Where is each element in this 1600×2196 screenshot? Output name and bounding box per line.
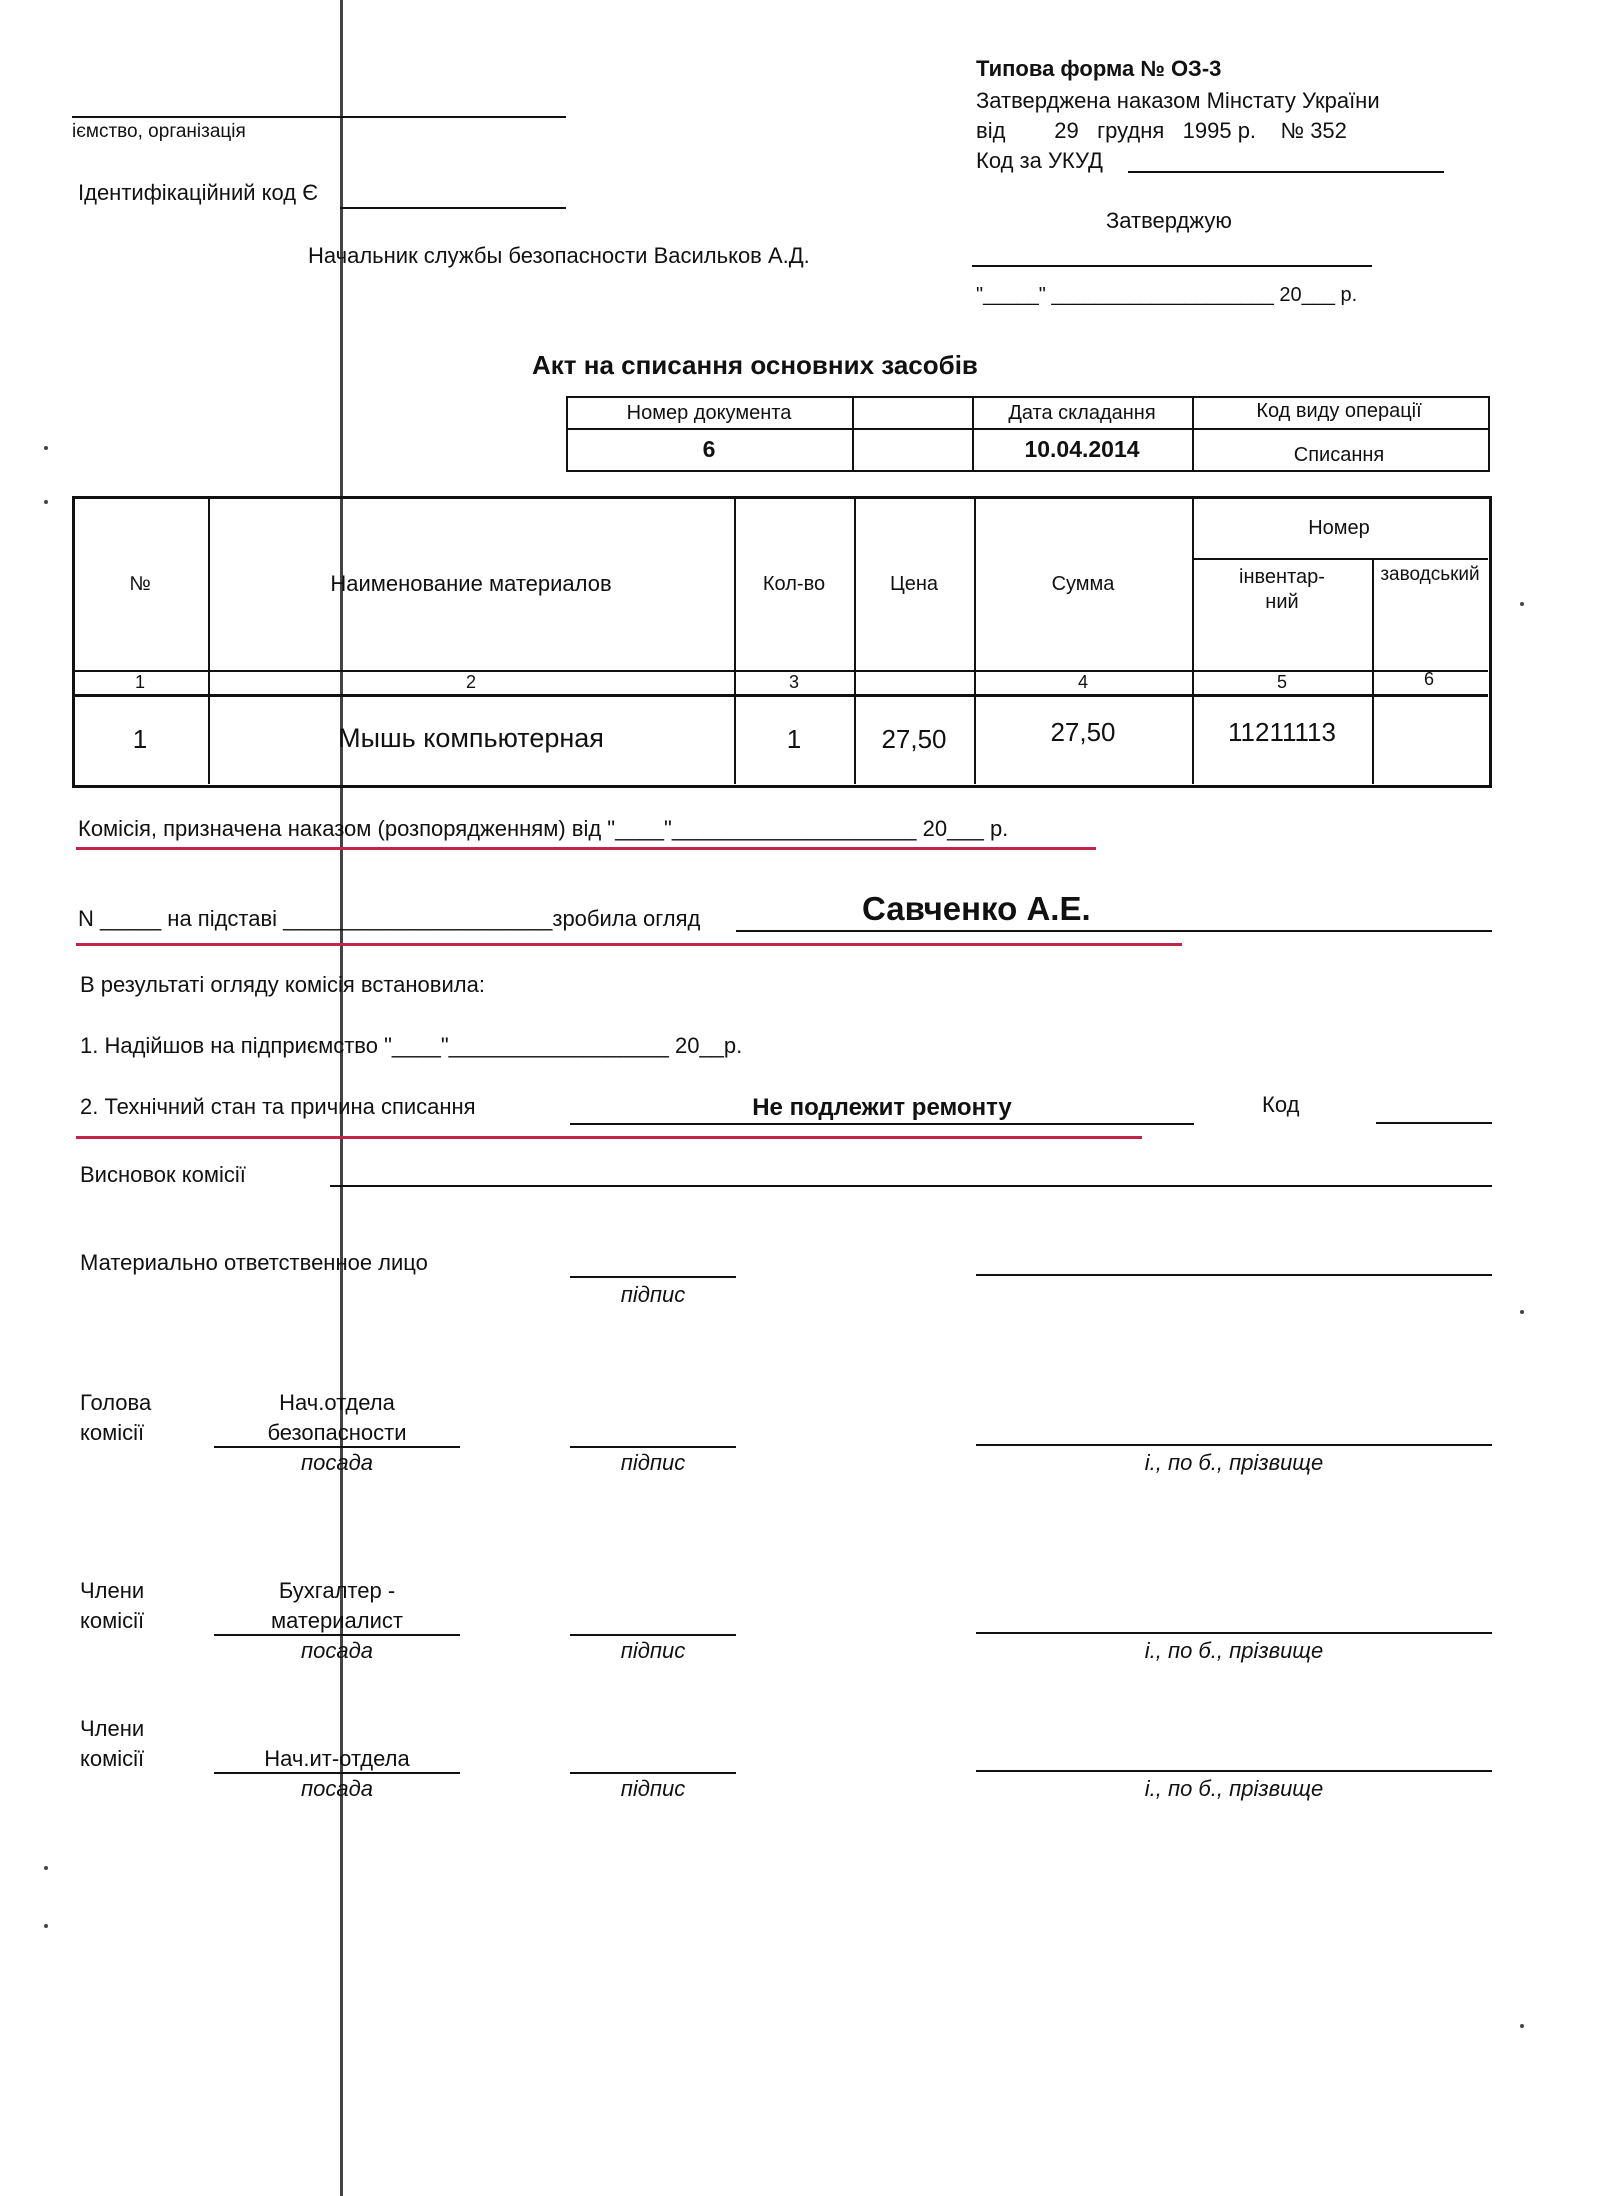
- inspector-name: Савченко А.Е.: [862, 890, 1091, 927]
- member2-label-1: Члени: [80, 1716, 145, 1741]
- scan-speck: [1520, 2024, 1524, 2028]
- col-num-3: 3: [788, 672, 799, 693]
- summary-operation-code: Списання: [1293, 443, 1385, 466]
- responsible-person-label: Материально ответственное лицо: [80, 1250, 428, 1275]
- approve-label: Затверджую: [1106, 208, 1232, 233]
- header-material-name: Наименование материалов: [330, 571, 612, 597]
- form-title: Типова форма № ОЗ-3: [976, 56, 1222, 81]
- member1-name-field[interactable]: [976, 1632, 1492, 1634]
- approve-date-line: "_____" ____________________ 20___ р.: [976, 284, 1358, 306]
- member2-signature-field[interactable]: [570, 1772, 736, 1774]
- technical-state-label: 2. Технічний стан та причина списання: [80, 1094, 476, 1119]
- summary-date: 10.04.2014: [1024, 435, 1140, 462]
- member2-name-field[interactable]: [976, 1770, 1492, 1772]
- member2-sign-caption: підпис: [620, 1776, 686, 1801]
- head-name-caption: і., по б., прізвище: [1144, 1450, 1324, 1475]
- responsible-signature-field[interactable]: [570, 1276, 736, 1278]
- summary-header-date: Дата складання: [1008, 401, 1156, 424]
- member2-label-2: комісії: [80, 1746, 145, 1771]
- red-underline-2: [76, 943, 1182, 946]
- summary-empty-value: [852, 430, 972, 468]
- row-number: 1: [132, 723, 148, 754]
- member1-position-caption: посада: [301, 1638, 373, 1663]
- document-title: Акт на списання основних засобів: [532, 350, 978, 380]
- commission-basis-line: N _____ на підставі ______________________зробила огляд: [78, 906, 701, 931]
- col-num-empty: [854, 671, 974, 694]
- ukud-label: Код за УКУД: [976, 148, 1103, 173]
- head-position-1: Нач.отдела: [279, 1390, 395, 1415]
- member1-position-2: материалист: [271, 1608, 403, 1633]
- approver-signature-field[interactable]: [972, 265, 1372, 267]
- head-position-caption: посада: [301, 1450, 373, 1475]
- code-field[interactable]: [1376, 1122, 1492, 1124]
- reason-field-line: [570, 1123, 1194, 1125]
- row-factory: [1372, 697, 1486, 781]
- header-number-group: Номер: [1308, 516, 1370, 539]
- summary-doc-number: 6: [702, 435, 716, 462]
- form-approved-line2: від 29 грудня 1995 р. № 352: [976, 118, 1347, 143]
- receipt-line: 1. Надійшов на підприємство "____"__________________ 20__р.: [80, 1033, 743, 1058]
- row-quantity: 1: [786, 723, 802, 754]
- header-inventory: інвентар- ний: [1239, 566, 1325, 613]
- head-label-1: Голова: [80, 1390, 152, 1415]
- member1-label-2: комісії: [80, 1608, 145, 1633]
- row-price: 27,50: [881, 723, 947, 754]
- write-off-reason: Не подлежит ремонту: [752, 1094, 1012, 1121]
- header-factory: заводський: [1380, 564, 1480, 586]
- header-sum: Сумма: [1051, 572, 1115, 595]
- scan-speck: [44, 500, 48, 504]
- scan-speck: [44, 1866, 48, 1870]
- row-sum: 27,50: [1050, 716, 1116, 747]
- header-quantity: Кол-во: [762, 572, 826, 595]
- head-position-2: безопасности: [267, 1420, 407, 1445]
- member1-label-1: Члени: [80, 1578, 145, 1603]
- scan-speck: [44, 1924, 48, 1928]
- red-underline-3: [76, 1136, 1142, 1139]
- summary-header-doc-number: Номер документа: [626, 401, 792, 424]
- head-label-2: комісії: [80, 1420, 145, 1445]
- col-num-4: 4: [1077, 672, 1088, 693]
- form-approved-line1: Затверджена наказом Мінстату України: [976, 88, 1380, 113]
- member2-position: Нач.ит-отдела: [264, 1746, 410, 1771]
- header-price: Цена: [889, 572, 939, 595]
- scan-speck: [1520, 602, 1524, 606]
- organization-label: іємство, організація: [72, 121, 246, 142]
- chief-name: Начальник службы безопасности Васильков А.Д.: [308, 243, 810, 268]
- row-material-name: Мышь компьютерная: [338, 723, 604, 754]
- scan-speck: [44, 446, 48, 450]
- member2-position-caption: посада: [301, 1776, 373, 1801]
- header-number: №: [129, 572, 151, 595]
- member1-signature-field[interactable]: [570, 1634, 736, 1636]
- col-num-5: 5: [1276, 672, 1287, 693]
- summary-header-empty: [852, 398, 972, 428]
- col-num-2: 2: [465, 672, 476, 693]
- id-code-field[interactable]: [340, 207, 566, 209]
- member2-name-caption: і., по б., прізвище: [1144, 1776, 1324, 1801]
- member2-position-field[interactable]: [214, 1772, 460, 1774]
- head-sign-caption: підпис: [620, 1450, 686, 1475]
- conclusion-label: Висновок комісії: [80, 1162, 246, 1187]
- ukud-field[interactable]: [1128, 171, 1444, 173]
- responsible-name-field[interactable]: [976, 1274, 1492, 1276]
- col-num-1: 1: [134, 672, 145, 693]
- member1-position-1: Бухгалтер -: [278, 1578, 396, 1603]
- summary-header-operation-code: Код виду операції: [1256, 399, 1422, 422]
- head-position-field[interactable]: [214, 1446, 460, 1448]
- id-code-label: Ідентифікаційний код Є: [78, 180, 319, 205]
- head-signature-field[interactable]: [570, 1446, 736, 1448]
- red-underline-1: [76, 847, 1096, 850]
- member1-position-field[interactable]: [214, 1634, 460, 1636]
- conclusion-field[interactable]: [330, 1185, 1492, 1187]
- row-inventory: 11211113: [1228, 716, 1336, 747]
- responsible-sign-caption: підпис: [620, 1282, 686, 1307]
- head-name-field[interactable]: [976, 1444, 1492, 1446]
- inspector-field-line: [736, 930, 1492, 932]
- member1-name-caption: і., по б., прізвище: [1144, 1638, 1324, 1663]
- commission-order-line: Комісія, призначена наказом (розпорядженням) від "____"____________________ 20___ р.: [78, 816, 1009, 841]
- col-num-6: 6: [1423, 669, 1434, 690]
- scan-speck: [1520, 1310, 1524, 1314]
- inspection-result-label: В результаті огляду комісія встановила:: [80, 972, 485, 997]
- organization-field[interactable]: [72, 116, 566, 118]
- member1-sign-caption: підпис: [620, 1638, 686, 1663]
- code-label: Код: [1262, 1092, 1300, 1117]
